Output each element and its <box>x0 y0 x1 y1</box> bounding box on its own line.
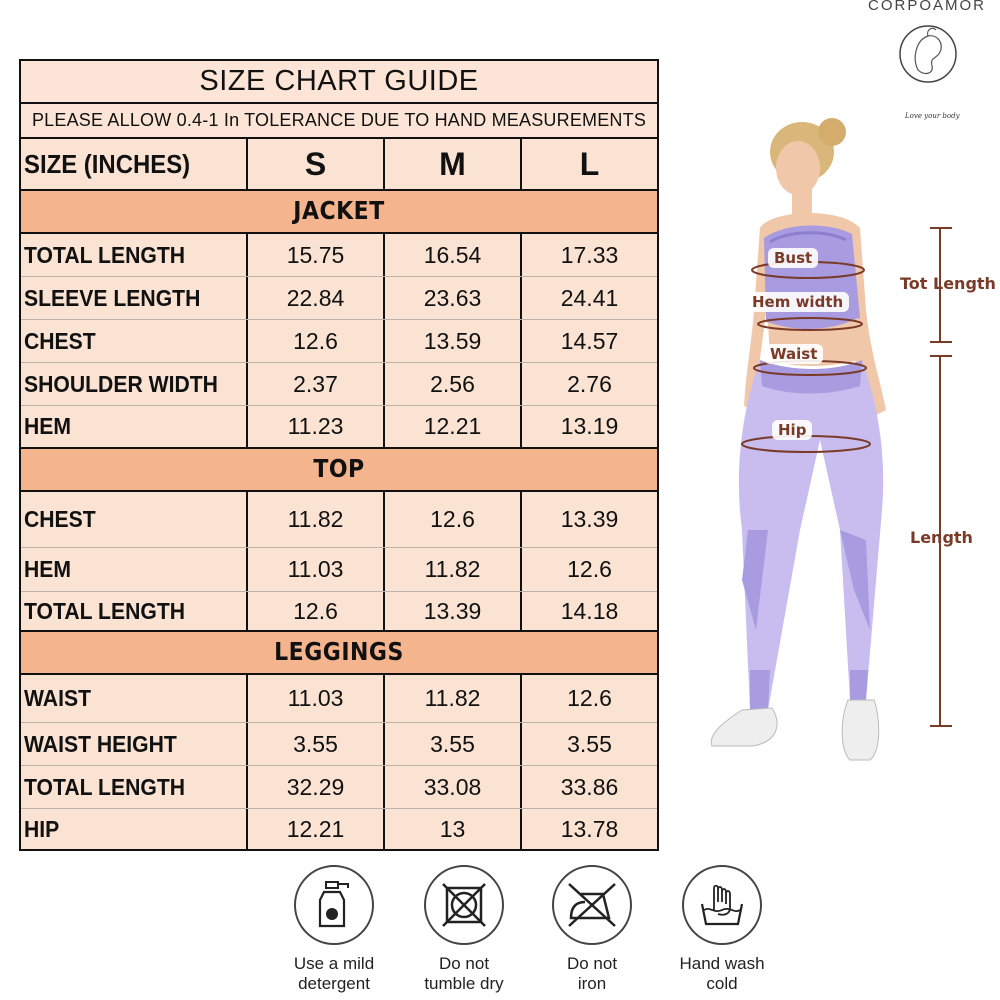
no-tumble-dry-icon <box>439 880 489 930</box>
brand-logo <box>868 0 988 125</box>
brand-tagline: Love your body <box>905 112 960 120</box>
hip-label: Hip <box>772 420 812 440</box>
care-caption-line2: cold <box>706 974 738 993</box>
care-caption-line1: Do not <box>566 954 618 973</box>
table-row: SLEEVE LENGTH 22.84 23.63 24.41 <box>21 277 657 320</box>
table-row: HEM 11.03 11.82 12.6 <box>21 548 657 592</box>
tolerance-note: PLEASE ALLOW 0.4-1 In TOLERANCE DUE TO HAND MEASUREMENTS <box>31 110 647 130</box>
care-caption-line2: iron <box>577 974 607 993</box>
no-iron-icon <box>565 880 619 930</box>
section-header-leggings: LEGGINGS <box>21 632 657 675</box>
chart-title-row <box>21 61 657 104</box>
care-caption-line1: Do not <box>438 954 490 973</box>
table-row: TOTAL LENGTH 15.75 16.54 17.33 <box>21 234 657 277</box>
chart-title: SIZE CHART GUIDE <box>199 65 479 97</box>
care-caption-line1: Use a mild <box>293 954 375 973</box>
care-item-hand-wash <box>672 865 772 994</box>
table-row: WAIST HEIGHT 3.55 3.55 3.55 <box>21 723 657 766</box>
table-row: TOTAL LENGTH 32.29 33.08 33.86 <box>21 766 657 809</box>
care-item-iron <box>542 865 642 994</box>
size-chart-table <box>19 59 659 851</box>
chart-note-row <box>21 104 657 139</box>
table-row: HIP 12.21 13 13.78 <box>21 809 657 849</box>
table-row: CHEST 12.6 13.59 14.57 <box>21 320 657 363</box>
header-cell-l: L <box>579 145 600 182</box>
model-illustration <box>690 110 1000 790</box>
length-label: Length <box>910 528 973 547</box>
hem-width-label: Hem width <box>746 292 849 312</box>
section-header-top: TOP <box>21 449 657 492</box>
header-cell-s: S <box>248 139 385 189</box>
care-caption-line1: Hand wash <box>679 954 765 973</box>
bust-label: Bust <box>768 248 818 268</box>
table-row: HEM 11.23 12.21 13.19 <box>21 406 657 449</box>
table-row: CHEST 11.82 12.6 13.39 <box>21 492 657 548</box>
care-caption-line2: detergent <box>298 974 370 993</box>
care-item-tumble-dry <box>414 865 514 994</box>
header-row <box>21 139 657 191</box>
hand-wash-icon <box>696 880 748 930</box>
care-item-detergent <box>284 865 384 994</box>
table-row: SHOULDER WIDTH 2.37 2.56 2.76 <box>21 363 657 406</box>
section-header-jacket: JACKET <box>21 191 657 234</box>
header-cell: SIZE (INCHES) <box>21 139 248 189</box>
mild-detergent-icon <box>312 880 356 930</box>
table-row: TOTAL LENGTH 12.6 13.39 14.18 <box>21 592 657 632</box>
table-row: WAIST 11.03 11.82 12.6 <box>21 675 657 723</box>
tot-length-label: Tot Length <box>900 274 996 293</box>
model-figure <box>690 110 1000 790</box>
waist-label: Waist <box>764 344 823 364</box>
header-cell-m: M <box>385 139 522 189</box>
brand-name: CORPOAMOR <box>868 0 987 14</box>
care-caption-line2: tumble dry <box>424 974 504 993</box>
